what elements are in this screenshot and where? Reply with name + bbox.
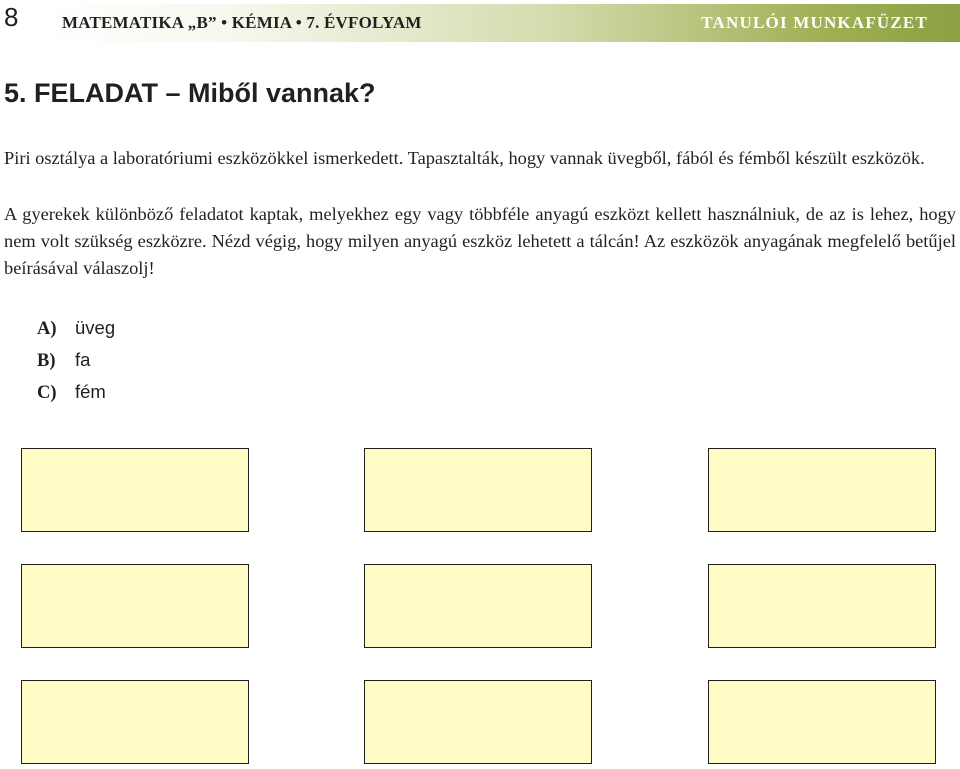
option-letter: C)	[37, 383, 57, 403]
option-letter: A)	[37, 319, 57, 339]
option-label: fém	[75, 381, 106, 402]
answer-box[interactable]	[364, 564, 592, 648]
answer-box[interactable]	[364, 680, 592, 764]
header-bar	[46, 4, 960, 42]
answer-box[interactable]	[21, 680, 249, 764]
task-intro: Piri osztálya a laboratóriumi eszközökkel ismerkedett. Tapasztalták, hogy vannak üvegből, fából és fémből készült eszközök.	[4, 148, 925, 168]
answer-box[interactable]	[21, 448, 249, 532]
answer-box[interactable]	[708, 680, 936, 764]
material-options	[37, 313, 115, 409]
task-title: 5. FELADAT – Miből vannak?	[4, 78, 376, 108]
option-letter: B)	[37, 351, 56, 371]
answer-box[interactable]	[708, 564, 936, 648]
answer-box[interactable]	[21, 564, 249, 648]
page-header	[0, 0, 960, 46]
option-c	[37, 377, 115, 409]
option-b	[37, 345, 115, 377]
answer-box[interactable]	[708, 448, 936, 532]
option-a	[37, 313, 115, 345]
header-workbook-title: TANULÓI MUNKAFÜZET	[701, 13, 928, 32]
page-number: 8	[4, 2, 19, 32]
option-label: üveg	[75, 317, 116, 338]
task-instructions: A gyerekek különböző feladatot kaptak, melyekhez egy vagy többféle anyagú eszközt kellett használniuk, de az is lehez, hogy nem volt szükség eszközre. Nézd végig, hogy milyen anyagú eszköz lehetett a tálcán! Az eszközök anyagának megfelelő betűjel beírásával válaszolj!	[4, 204, 956, 278]
option-label: fa	[75, 349, 91, 370]
answer-box[interactable]	[364, 448, 592, 532]
header-subject-title: MATEMATIKA „B” • KÉMIA • 7. ÉVFOLYAM	[62, 13, 422, 32]
